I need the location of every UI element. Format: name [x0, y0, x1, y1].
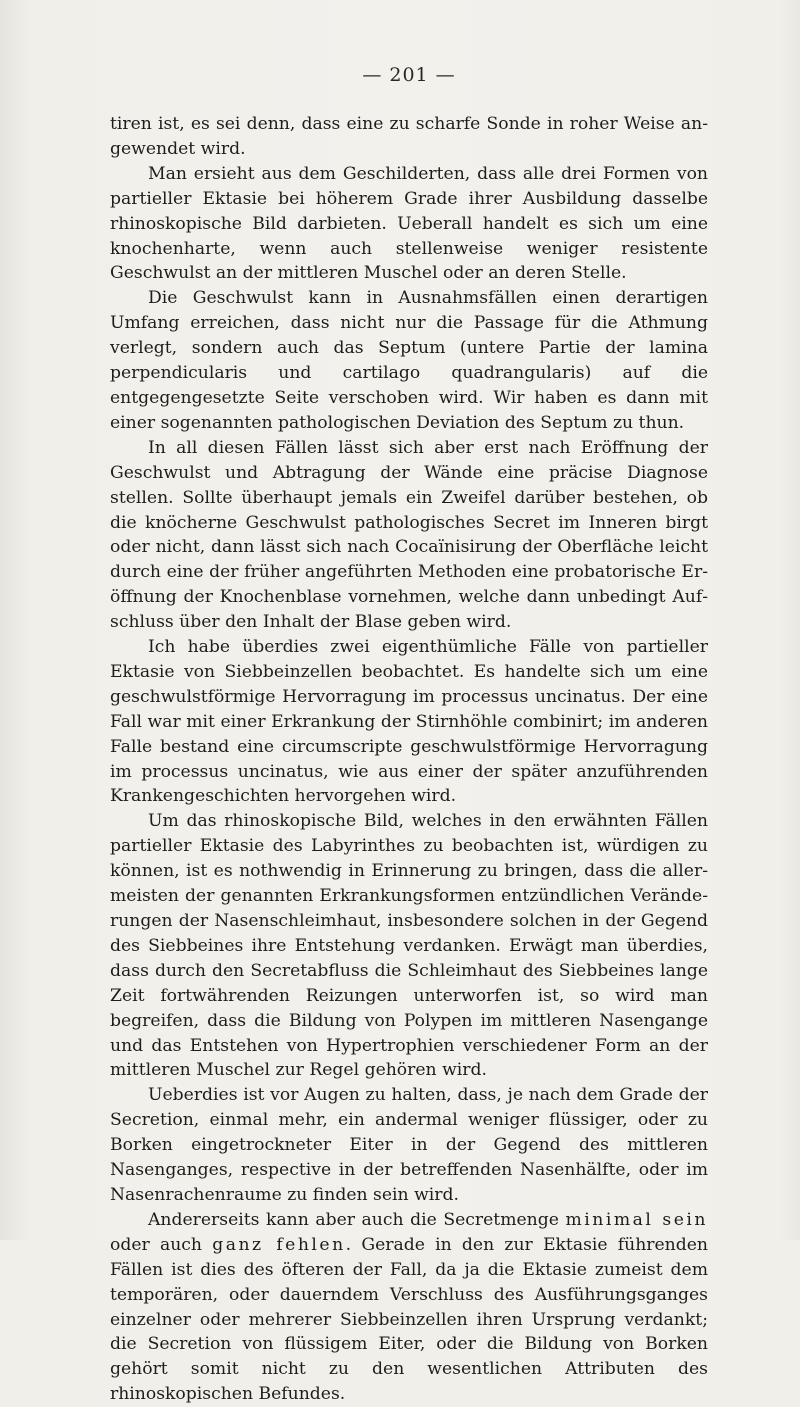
paragraph-continuation: tiren ist, es sei denn, dass eine zu scharfe Sonde in roher Weise angewendet wird. [110, 114, 708, 159]
paragraph: Ueberdies ist vor Augen zu halten, dass, je nach dem Grade der Secretion, einmal mehr, ein andermal weniger flüssiger, oder zu Borken eingetrockneter Eiter in der Gegend des mittleren Nasenganges, respective in der betreffenden Nasenhälfte, oder im Nasenrachenraume zu finden sein wird. [110, 1085, 708, 1205]
text-run: Andererseits kann aber auch die Secretmenge [148, 1209, 566, 1230]
paragraph-last [110, 1208, 708, 1407]
paragraph: Man ersieht aus dem Geschilderten, dass alle drei Formen von partieller Ektasie bei höherem Grade ihrer Ausbildung dasselbe rhinoskopische Bild darbieten. Ueberall handelt es sich um eine knochenharte, wenn auch stellenweise weniger resistente Geschwulst an der mittleren Muschel oder an deren Stelle. [110, 163, 708, 284]
paragraph: Die Geschwulst kann in Ausnahmsfällen einen derartigen Umfang erreichen, dass nicht nur die Passage für die Athmung verlegt, sondern auch das Septum (untere Partie der lamina perpendicularis und cartilago quadrangularis) auf die entgegengesetzte Seite verschoben wird. Wir haben es dann mit einer sogenannten pathologischen Deviation des Septum zu thun. [110, 288, 708, 433]
text-run: oder auch [110, 1234, 213, 1255]
paragraph: Um das rhinoskopische Bild, welches in den erwähnten Fällen partieller Ektasie des Labyrinthes zu beobachten ist, würdigen zu können, ist es nothwendig in Erinnerung zu bringen, dass die allermeisten der genannten Erkrankungsformen entzündlichen Veränderungen der Nasenschleimhaut, insbesondere solchen in der Gegend des Siebbeines ihre Entstehung verdanken. Erwägt man überdies, dass durch den Secretabfluss die Schleimhaut des Siebbeines lange Zeit fortwährenden Reizungen unterworfen ist, so wird man begreifen, dass die Bildung von Polypen im mittleren Nasengange und das Entstehen von Hypertrophien verschiedener Form an der mittleren Muschel zur Regel gehören wird. [110, 811, 708, 1081]
paragraph: Ich habe überdies zwei eigenthümliche Fälle von partieller Ektasie von Siebbeinzellen beobachtet. Es handelte sich um eine geschwulstförmige Hervorragung im processus uncinatus. Der eine Fall war mit einer Erkrankung der Stirnhöhle combinirt; im anderen Falle bestand eine circumscripte geschwulstförmige Hervorragung im processus uncinatus, wie aus einer der später anzuführenden Krankengeschichten hervorgehen wird. [110, 637, 708, 807]
emphasis-spaced: ganz fehlen [212, 1234, 346, 1255]
paragraph: In all diesen Fällen lässt sich aber erst nach Eröffnung der Geschwulst und Abtragung der Wände eine präcise Diagnose stellen. Sollte überhaupt jemals ein Zweifel darüber bestehen, ob die knöcherne Geschwulst pathologisches Secret im Inneren birgt oder nicht, dann lässt sich nach Cocaïnisirung der Oberfläche leicht durch eine der früher angeführten Methoden eine probatorische Eröffnung der Knochenblase vornehmen, welche dann unbedingt Aufschluss über den Inhalt der Blase geben wird. [110, 437, 708, 633]
text-run: . Gerade in den zur Ektasie führenden Fällen ist dies des öfteren der Fall, da ja die Ektasie zumeist dem temporären, oder dauerndem Verschluss des Ausführungsganges einzelner oder mehrerer Siebbeinzellen ihren Ursprung verdankt; die Secretion von flüssigem Eiter, oder die Bildung von Borken gehört somit nicht zu den wesentlichen Attributen des rhinoskopischen Befundes. [110, 1234, 708, 1405]
page-number: — 201 — [362, 64, 456, 86]
body-text [110, 112, 708, 1407]
emphasis-spaced: minimal sein [565, 1209, 708, 1230]
